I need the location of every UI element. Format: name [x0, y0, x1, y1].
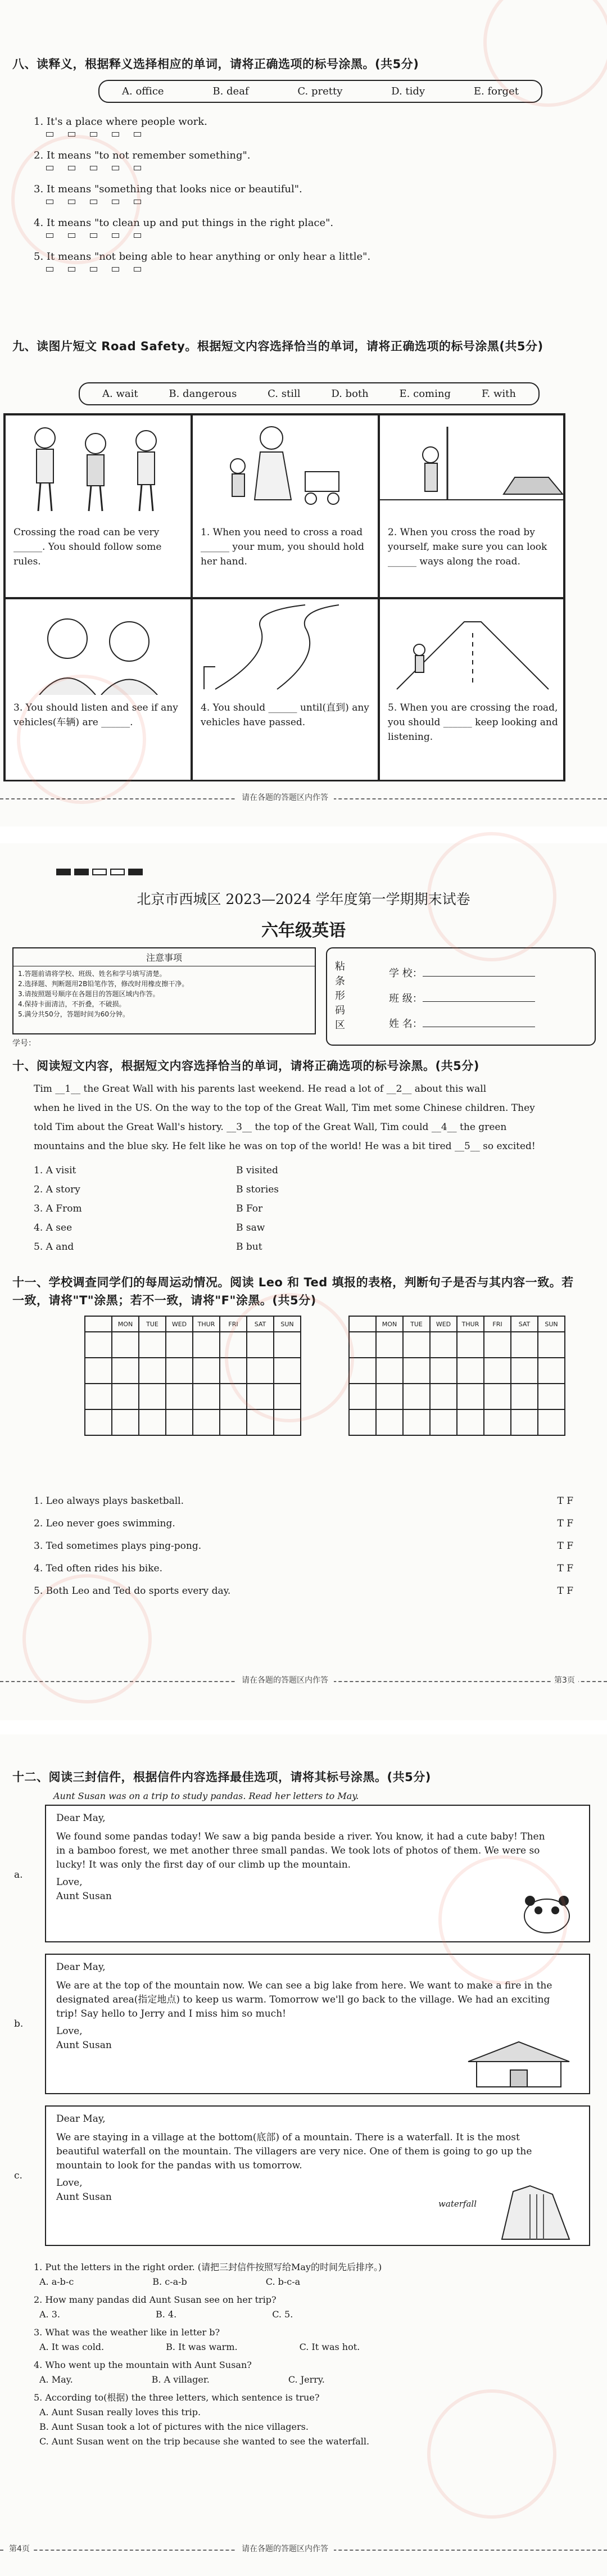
letter-close: Love,: [56, 2177, 83, 2189]
picture-cell: [4, 598, 192, 781]
question: 4. Who went up the mountain with Aunt Susan?: [34, 2360, 252, 2370]
option[interactable]: C. Jerry.: [288, 2374, 325, 2385]
letter-body: We are staying in a village at the bottom(底部) of a mountain. There is a waterfall. It is the most beautiful waterfall on the mountain. The villagers are very nice. One of them is going to go up the mountain to look for the pandas with us tomorrow.: [56, 2132, 532, 2171]
choice-b[interactable]: B visited: [236, 1165, 278, 1176]
option[interactable]: B. It was warm.: [166, 2342, 238, 2352]
tf-bubbles[interactable]: T F: [557, 1540, 573, 1552]
cell-text: 1. When you need to cross a road ______ your mum, you should hold her hand.: [201, 527, 364, 567]
name-label: 姓 名：: [389, 1018, 423, 1030]
letter-body-box: [45, 1954, 590, 2094]
sec9-opt: F. with: [481, 388, 516, 400]
option[interactable]: C. It was hot.: [299, 2342, 360, 2352]
statement: 3. Ted sometimes plays ping-pong.: [34, 1540, 202, 1552]
notice-title: 注意事项: [13, 948, 315, 966]
road-crossing-icon: [380, 599, 565, 695]
question: 3. What was the weather like in letter b?: [34, 2327, 220, 2338]
day-label: TUE: [139, 1316, 166, 1332]
sec8-options: [98, 80, 542, 103]
answer-area-note: 请在各题的答题区内作答: [236, 1674, 334, 1685]
letter-body: We are at the top of the mountain now. We can see a big lake from here. We want to make a fire in the designated area(指定地点) to keep us warm. Tomorrow we'll go back to the village. We had an exciting trip! Say hello to Jerry and I miss him so much!: [56, 1980, 552, 2019]
choice-a[interactable]: 5. A and: [34, 1241, 74, 1253]
barcode-area: [326, 947, 596, 1046]
choice-a[interactable]: 1. A visit: [34, 1165, 76, 1176]
tf-bubbles[interactable]: T F: [557, 1563, 573, 1574]
sec9-opt: C. still: [268, 388, 301, 400]
answer-area-note: 请在各题的答题区内作答: [236, 792, 334, 803]
sec10-choices: [34, 1161, 371, 1257]
letter-tag: a.: [14, 1869, 23, 1881]
student-number-label: 学号：: [12, 1039, 36, 1048]
cell-text: 4. You should ______ until(直到) any vehicles have passed.: [201, 702, 369, 728]
name-field[interactable]: [389, 1016, 535, 1031]
choice-b[interactable]: B stories: [236, 1184, 279, 1195]
question: 1. It's a place where people work.: [34, 116, 207, 128]
letter-body: We found some pandas today! We saw a big panda beside a river. You know, it had a cute baby! Then in a bamboo forest, we met another three small pandas. We took lots of photos of them. We were so lucky! It was only the first day of our climb up the mountain.: [56, 1831, 545, 1870]
day-label: FRI: [220, 1316, 247, 1332]
option[interactable]: B. c-a-b: [152, 2276, 187, 2287]
page-number: 第3页: [551, 1674, 578, 1685]
tf-bubbles[interactable]: T F: [557, 1518, 573, 1529]
letter-sign: Aunt Susan: [56, 2040, 112, 2051]
letter-close: Love,: [56, 2026, 83, 2037]
notice-item: 4.保持卡面清洁，不折叠，不破损。: [18, 1000, 126, 1008]
day-label: MON: [376, 1316, 403, 1332]
school-label: 学 校：: [389, 968, 423, 979]
passage-line: Tim __1__ the Great Wall with his parents last weekend. He read a lot of __2__ about this wall: [34, 1083, 487, 1095]
day-label: SAT: [247, 1316, 274, 1332]
paste-label: 粘条形码区: [335, 961, 345, 1031]
exam-title: 北京市西城区 2023—2024 学年度第一学期期末试卷: [137, 891, 470, 907]
letter-greeting: Dear May,: [56, 2113, 106, 2125]
sec12-title: 十二、阅读三封信件，根据信件内容选择最佳选项，请将其标号涂黑。(共5分): [12, 1770, 431, 1784]
page-number: 第4页: [6, 2543, 33, 2554]
barcode-marks: [56, 869, 143, 875]
waterfall-label: waterfall: [438, 2199, 477, 2209]
sec11-statements: [34, 1490, 573, 1602]
day-label: WED: [166, 1316, 193, 1332]
passage-line: when he lived in the US. On the way to the top of the Great Wall, Tim met some Chinese children. They: [34, 1102, 535, 1114]
question: 1. Put the letters in the right order. (请把三封信件按照写给May的时间先后排序。): [34, 2262, 382, 2272]
cell-text: 3. You should listen and see if any vehicles(车辆) are ______.: [13, 702, 178, 728]
choice-b[interactable]: B but: [236, 1241, 262, 1253]
sec9-title: 九、读图片短文 Road Safety。根据短文内容选择恰当的单词，请将正确选项的标号涂黑(共5分): [12, 340, 543, 353]
letter-b: [14, 1954, 593, 2097]
question: 3. It means "something that looks nice or beautiful".: [34, 183, 302, 195]
children-walking-icon: [6, 415, 191, 522]
sec9-opt: E. coming: [399, 388, 451, 400]
class-label: 班 级：: [389, 993, 423, 1005]
notice-item: 3.请按照题号顺序在各题目的答题区域内作答。: [18, 990, 160, 998]
option[interactable]: C. b-c-a: [265, 2276, 301, 2287]
choice-b[interactable]: B saw: [236, 1222, 265, 1233]
sec9-opt: B. dangerous: [169, 388, 237, 400]
exam-subject: 六年级英语: [261, 921, 346, 941]
passage-line: told Tim about the Great Wall's history. __3__ the top of the Great Wall, Tim could __4__ the green: [34, 1122, 507, 1133]
cell-text: Crossing the road can be very ______. You should follow some rules.: [13, 527, 162, 567]
sec12-intro: Aunt Susan was on a trip to study pandas. Read her letters to May.: [53, 1791, 359, 1801]
letter-tag: c.: [14, 2170, 22, 2181]
picture-cell: [4, 414, 192, 598]
letter-greeting: Dear May,: [56, 1813, 106, 1824]
option[interactable]: B. A villager.: [151, 2374, 210, 2385]
school-field[interactable]: [389, 965, 535, 980]
question: 2. It means "to not remember something".: [34, 150, 251, 161]
question: 4. It means "to clean up and put things in the right place".: [34, 217, 334, 229]
sec8-opt: B. deaf: [212, 85, 249, 97]
day-label: SUN: [274, 1316, 301, 1332]
cell-text: 2. When you cross the road by yourself, make sure you can look ______ ways along the road.: [388, 527, 547, 567]
answer-bubbles[interactable]: [46, 267, 540, 272]
picture-cell: [192, 598, 379, 781]
day-label: TUE: [403, 1316, 430, 1332]
sec12-questions: [34, 2260, 590, 2449]
cell-text: 5. When you are crossing the road, you should ______ keep looking and listening.: [388, 702, 558, 743]
ted-sports-table: [348, 1316, 565, 1436]
option[interactable]: A. It was cold.: [39, 2342, 105, 2352]
statement: 4. Ted often rides his bike.: [34, 1563, 162, 1574]
answer-bubbles[interactable]: [46, 132, 540, 137]
statement: 5. Both Leo and Ted do sports every day.: [34, 1585, 231, 1597]
option[interactable]: C. 5.: [272, 2309, 293, 2320]
question: 5. According to(根据) the three letters, which sentence is true?: [34, 2392, 320, 2403]
sec8-questions: [34, 115, 540, 272]
sec8-opt: A. office: [122, 85, 164, 97]
answer-bubbles[interactable]: [46, 233, 540, 238]
question: 2. How many pandas did Aunt Susan see on her trip?: [34, 2294, 277, 2305]
notice-item: 1.答题前请将学校、班级、姓名和学号填写清楚。: [18, 970, 166, 978]
day-label: MON: [112, 1316, 139, 1332]
notice-box: [12, 947, 316, 1034]
mother-child-stroller-icon: [193, 415, 378, 522]
sec9-options: [79, 382, 540, 405]
day-label: SAT: [511, 1316, 538, 1332]
day-label: THUR: [457, 1316, 484, 1332]
answer-area-note: 请在各题的答题区内作答: [236, 2543, 334, 2554]
panda-icon: [513, 1885, 581, 1936]
leo-sports-table: [84, 1316, 301, 1436]
letter-body-box: [45, 1805, 590, 1942]
sec9-opt: D. both: [331, 388, 369, 400]
sec10-title: 十、阅读短文内容，根据短文内容选择恰当的单词，请将正确选项的标号涂黑。(共5分): [12, 1059, 479, 1073]
letter-sign: Aunt Susan: [56, 1891, 112, 1902]
tf-bubbles[interactable]: T F: [557, 1495, 573, 1507]
picture-cell: [379, 598, 564, 781]
letter-close: Love,: [56, 1877, 83, 1888]
page-part-b: [0, 843, 607, 1720]
notice-item: 5.满分共50分，答题时间为60分钟。: [18, 1010, 129, 1018]
road-with-car-icon: [380, 415, 565, 522]
question: 5. It means "not being able to hear anything or only hear a little".: [34, 251, 371, 263]
picture-cell: [192, 414, 379, 598]
day-label: THUR: [193, 1316, 220, 1332]
road-safety-grid: [3, 413, 565, 781]
sec8-title: 八、读释义，根据释义选择相应的单词，请将正确选项的标号涂黑。(共5分): [12, 57, 419, 71]
women-listening-icon: [6, 599, 191, 695]
letter-body-box: [45, 2105, 590, 2246]
tf-bubbles[interactable]: T F: [557, 1585, 573, 1597]
village-house-icon: [457, 2033, 581, 2090]
answer-bubbles[interactable]: [46, 200, 540, 204]
statement: 1. Leo always plays basketball.: [34, 1495, 184, 1507]
letter-greeting: Dear May,: [56, 1962, 106, 1973]
sec10-passage: [34, 1079, 585, 1156]
letter-a: [14, 1805, 593, 1945]
page-part-a: [0, 0, 607, 826]
choice-a[interactable]: 4. A see: [34, 1222, 73, 1233]
day-label: SUN: [538, 1316, 565, 1332]
answer-bubbles[interactable]: [46, 166, 540, 170]
option[interactable]: A. a-b-c: [39, 2276, 74, 2287]
sec8-opt: E. forget: [473, 85, 519, 97]
page-part-c: [0, 1734, 607, 2576]
letter-tag: b.: [14, 2018, 24, 2030]
day-label: WED: [430, 1316, 457, 1332]
statement: 2. Leo never goes swimming.: [34, 1518, 175, 1529]
choice-a[interactable]: 3. A From: [34, 1203, 82, 1214]
picture-cell: [379, 414, 564, 598]
option[interactable]: B. Aunt Susan took a lot of pictures with the nice villagers.: [39, 2421, 309, 2432]
sec8-opt: D. tidy: [391, 85, 425, 97]
sec9-opt: A. wait: [102, 388, 138, 400]
day-label: FRI: [484, 1316, 511, 1332]
option[interactable]: A. May.: [39, 2374, 73, 2385]
choice-b[interactable]: B For: [236, 1203, 263, 1214]
option[interactable]: B. 4.: [156, 2309, 177, 2320]
waterfall-icon: [491, 2180, 581, 2242]
notice-item: 2.选择题、判断题用2B铅笔作答，修改时用橡皮擦干净。: [18, 980, 189, 988]
passage-line: mountains and the blue sky. He felt like he was on top of the world! He was a bit tired __5__ so excited!: [34, 1141, 536, 1152]
letter-sign: Aunt Susan: [56, 2191, 112, 2203]
option[interactable]: C. Aunt Susan went on the trip because she wanted to see the waterfall.: [39, 2436, 370, 2447]
option[interactable]: A. 3.: [39, 2309, 60, 2320]
sec8-opt: C. pretty: [297, 85, 343, 97]
class-field[interactable]: [389, 991, 535, 1005]
choice-a[interactable]: 2. A story: [34, 1184, 80, 1195]
option[interactable]: A. Aunt Susan really loves this trip.: [39, 2407, 201, 2417]
sec11-title: 十一、学校调查同学们的每周运动情况。阅读 Leo 和 Ted 填报的表格，判断句子是否与其内容一致。若一致，请将"T"涂黑；若不一致，请将"F"涂黑。(共5分): [12, 1276, 574, 1307]
letter-c: [14, 2105, 593, 2249]
curved-road-icon: [193, 599, 378, 695]
